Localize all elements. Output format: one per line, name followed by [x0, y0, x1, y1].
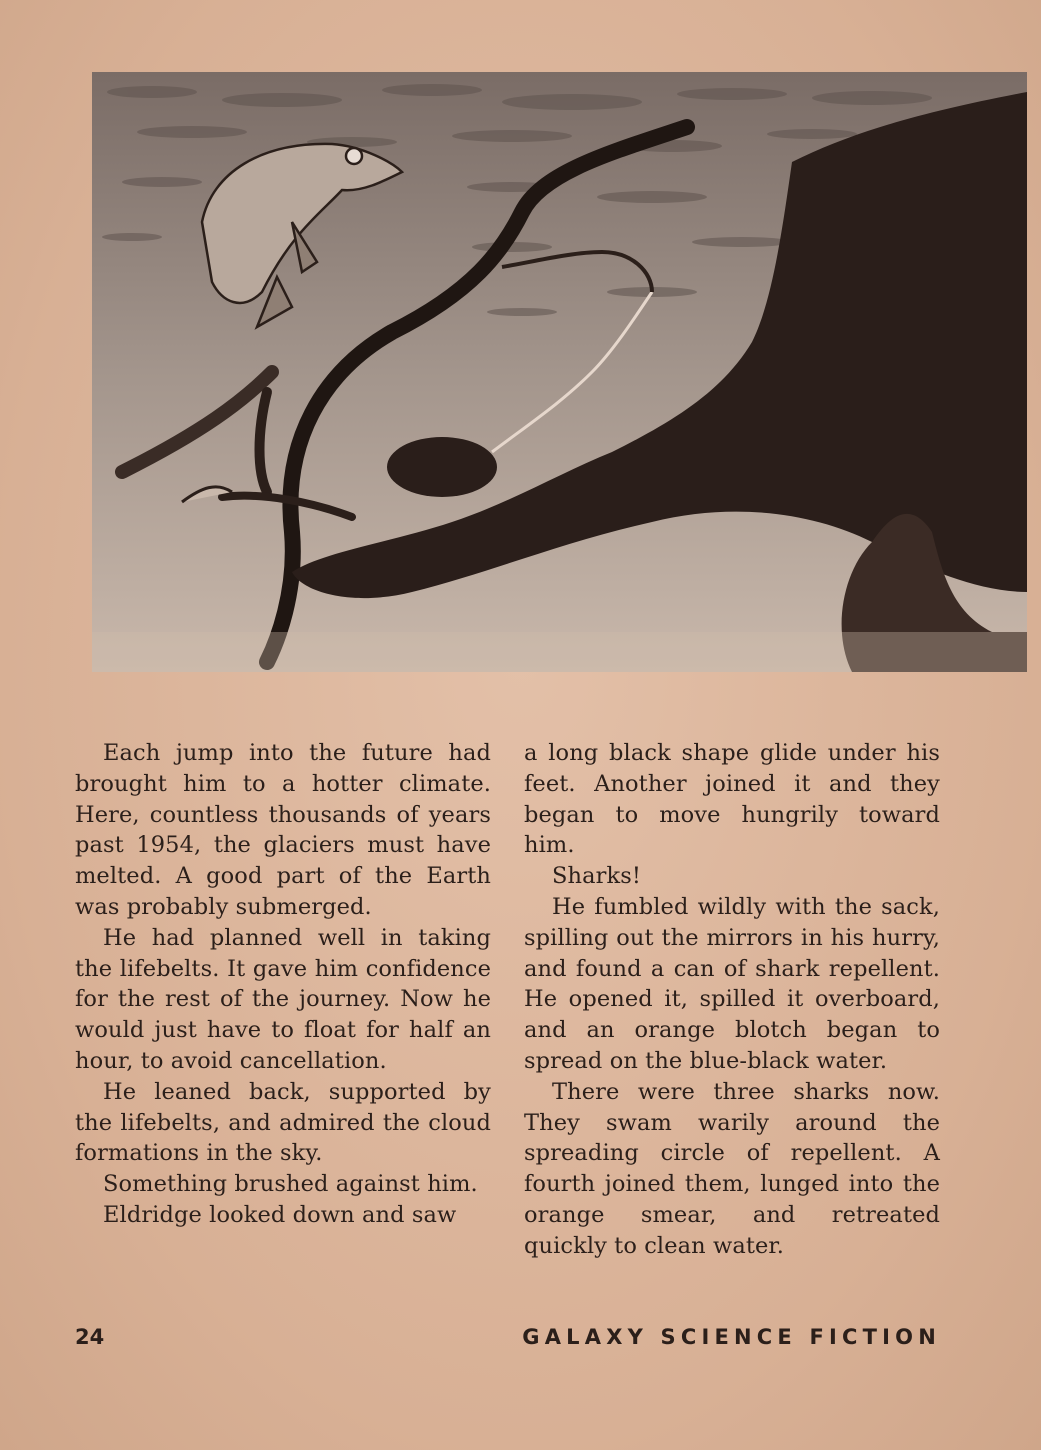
- page-footer: [75, 1325, 941, 1357]
- paragraph: Sharks!: [552, 863, 641, 890]
- paragraph: He had planned well in taking the lifebelts. It gave him confidence for the rest of the journey. Now he would just have to float for half an hour, to avoid cancellation.: [75, 924, 491, 1074]
- right-column: [524, 738, 940, 1262]
- page-number: 24: [75, 1325, 105, 1349]
- paragraph: Eldridge looked down and saw: [103, 1201, 457, 1228]
- paragraph: Something brushed against him.: [103, 1171, 478, 1198]
- paragraph: There were three sharks now. They swam warily around the spreading circle of repellent. A fourth joined them, lunged into the orange smear, and retreated quickly to clean water.: [524, 1078, 940, 1259]
- left-column: [75, 738, 491, 1231]
- paragraph: He leaned back, supported by the lifebelts, and admired the cloud formations in the sky.: [75, 1078, 491, 1167]
- paragraph: Each jump into the future had brought him to a hotter climate. Here, countless thousands of years past 1954, the glaciers must have melted. A good part of the Earth was probably submerged.: [75, 740, 491, 920]
- underwater-illustration: [92, 72, 1027, 672]
- paragraph: He fumbled wildly with the sack, spilling out the mirrors in his hurry, and found a can of shark repellent. He opened it, spilled it overboard, and an orange blotch began to spread on the blue-black water.: [524, 893, 940, 1074]
- magazine-title: GALAXY SCIENCE FICTION: [522, 1325, 941, 1349]
- paragraph: a long black shape glide under his feet. Another joined it and they began to move hungrily toward him.: [524, 740, 940, 859]
- illustration-drawing: [92, 72, 1027, 672]
